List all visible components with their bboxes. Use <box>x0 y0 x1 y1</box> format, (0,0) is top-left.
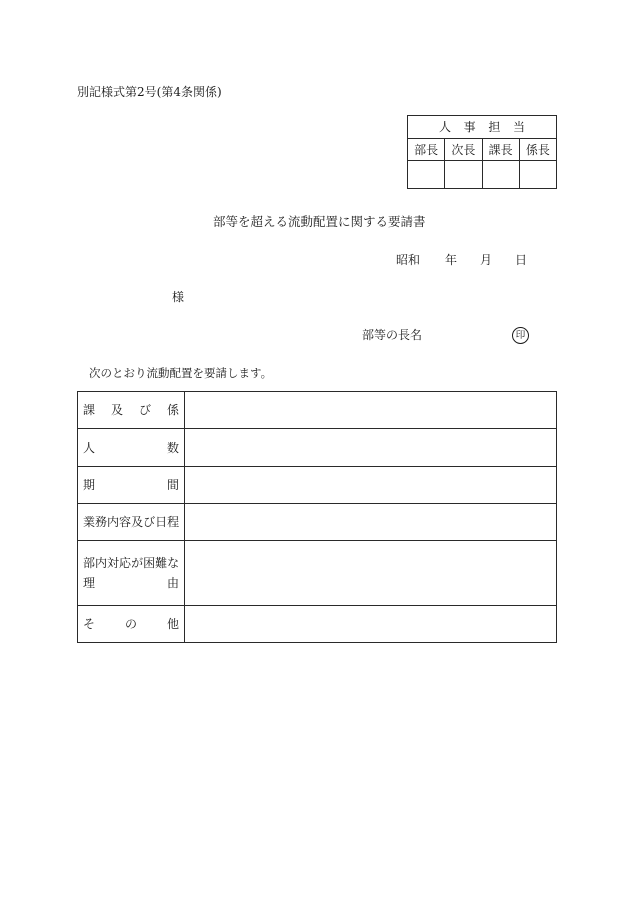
approval-role-unit-chief: 係長 <box>520 139 556 160</box>
label-line <box>83 512 179 532</box>
date-year-label: 年 <box>445 253 458 267</box>
label-line <box>83 553 179 573</box>
label-character: 人 <box>439 120 452 134</box>
approval-role-deputy-head: 次長 <box>445 139 481 160</box>
label-character: 当 <box>512 120 525 134</box>
stamp-cell-department-head <box>408 161 444 188</box>
row-value-duties-and-schedule <box>185 504 556 540</box>
label-character: 由 <box>166 576 179 590</box>
label-line <box>83 573 179 593</box>
label-character: 日 <box>155 515 168 529</box>
label-line <box>83 614 179 634</box>
addressee-suffix: 様 <box>172 290 185 304</box>
label-line <box>83 400 179 420</box>
intro-text: 次のとおり流動配置を要請します。 <box>89 366 273 380</box>
row-label-section-and-unit <box>78 392 184 428</box>
label-character: 理 <box>83 576 96 590</box>
label-character: そ <box>83 617 96 631</box>
label-character: 担 <box>488 120 501 134</box>
label-character: 係 <box>166 403 179 417</box>
row-label-headcount <box>78 429 184 466</box>
approval-stamp-box <box>407 115 557 189</box>
label-character: 業 <box>83 515 96 529</box>
label-line <box>83 438 179 458</box>
label-character: び <box>138 403 151 417</box>
row-label-other <box>78 606 184 642</box>
label-character: 程 <box>167 515 180 529</box>
approval-header <box>439 120 525 134</box>
document-title: 部等を超える流動配置に関する要請書 <box>213 214 426 229</box>
label-character: 課 <box>83 403 96 417</box>
row-value-reason <box>185 541 556 605</box>
label-character: が <box>131 556 144 570</box>
label-character: 及 <box>131 515 144 529</box>
label-character: 事 <box>463 120 476 134</box>
label-character: な <box>167 556 180 570</box>
label-character: 間 <box>166 478 179 492</box>
label-character: 及 <box>110 403 123 417</box>
stamp-cell-section-chief <box>483 161 519 188</box>
row-value-headcount <box>185 429 556 466</box>
seal-mark <box>512 327 529 344</box>
row-value-section-and-unit <box>185 392 556 428</box>
stamp-cell-unit-chief <box>520 161 556 188</box>
label-character: 内 <box>107 515 120 529</box>
date-month-label: 月 <box>480 253 493 267</box>
label-character: び <box>143 515 156 529</box>
label-character: 容 <box>119 515 132 529</box>
label-line <box>83 475 179 495</box>
label-character: 内 <box>95 556 108 570</box>
date-day-label: 日 <box>515 253 528 267</box>
row-value-period <box>185 467 556 503</box>
approval-header-cell <box>408 116 556 138</box>
label-character: 困 <box>143 556 156 570</box>
approval-role-department-head: 部長 <box>408 139 444 160</box>
request-details-table <box>77 391 557 643</box>
row-label-duties-and-schedule <box>78 504 184 540</box>
label-character: 務 <box>95 515 108 529</box>
label-character: 数 <box>166 440 179 455</box>
row-label-period <box>78 467 184 503</box>
label-character: 対 <box>107 556 120 570</box>
row-value-other <box>185 606 556 642</box>
label-character: 他 <box>166 617 179 631</box>
row-label-reason <box>78 541 184 605</box>
label-character: 人 <box>83 440 96 455</box>
date-era: 昭和 <box>396 253 421 267</box>
label-character: 難 <box>155 556 168 570</box>
label-character: 応 <box>119 556 132 570</box>
label-character: 部 <box>83 556 96 570</box>
label-character: の <box>124 617 137 631</box>
stamp-cell-deputy-head <box>445 161 481 188</box>
approval-role-section-chief: 課長 <box>483 139 519 160</box>
requester-label: 部等の長名 <box>362 328 423 342</box>
seal-mark-text: 印 <box>515 329 526 341</box>
form-number: 別記様式第2号(第4条関係) <box>77 85 222 99</box>
label-character: 期 <box>83 478 96 492</box>
